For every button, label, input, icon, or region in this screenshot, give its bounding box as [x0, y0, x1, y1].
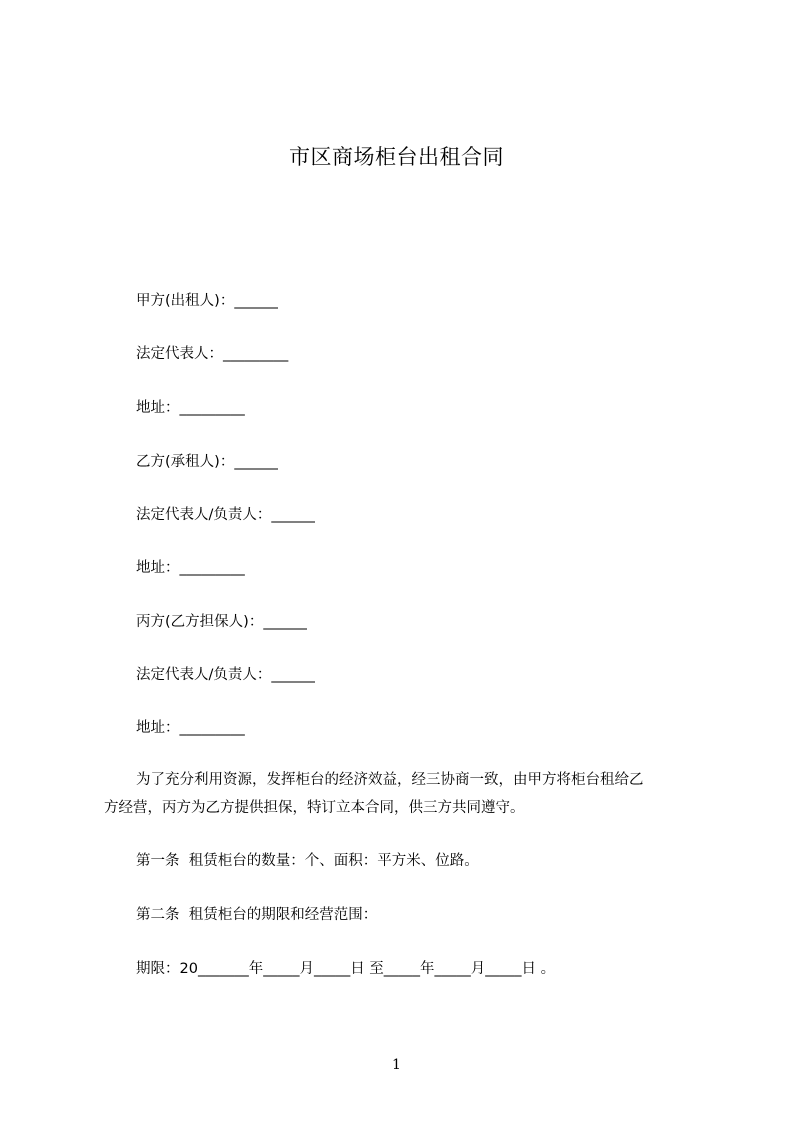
lease-term-line: 期限：20_______年_____月_____日 至_____年_____月_____日 。 — [136, 961, 556, 977]
article-1: 第一条 租赁柜台的数量：个、面积：平方米、位路。 — [136, 853, 479, 869]
party-a-address-field: 地址：_________ — [136, 400, 245, 416]
intro-line-2: 方经营，丙方为乙方提供担保，特订立本合同，供三方共同遵守。 — [104, 800, 525, 816]
party-b-address-field: 地址：_________ — [136, 560, 245, 576]
article-2: 第二条 租赁柜台的期限和经营范围： — [136, 907, 378, 923]
intro-line-1: 为了充分利用资源，发挥柜台的经济效益，经三协商一致，由甲方将柜台租给乙 — [136, 772, 644, 788]
document-title: 市区商场柜台出租合同 — [289, 145, 504, 169]
party-c-address-field: 地址：_________ — [136, 720, 245, 736]
page-number: 1 — [392, 1057, 401, 1073]
intro-paragraph — [104, 770, 704, 826]
party-b-field: 乙方(承租人)：______ — [136, 454, 278, 470]
party-c-field: 丙方(乙方担保人)：______ — [136, 614, 307, 630]
party-c-representative-field: 法定代表人/负责人：______ — [136, 667, 315, 683]
party-b-representative-field: 法定代表人/负责人：______ — [136, 507, 315, 523]
party-a-field: 甲方(出租人)：______ — [136, 293, 278, 309]
party-a-representative-field: 法定代表人：_________ — [136, 346, 289, 362]
